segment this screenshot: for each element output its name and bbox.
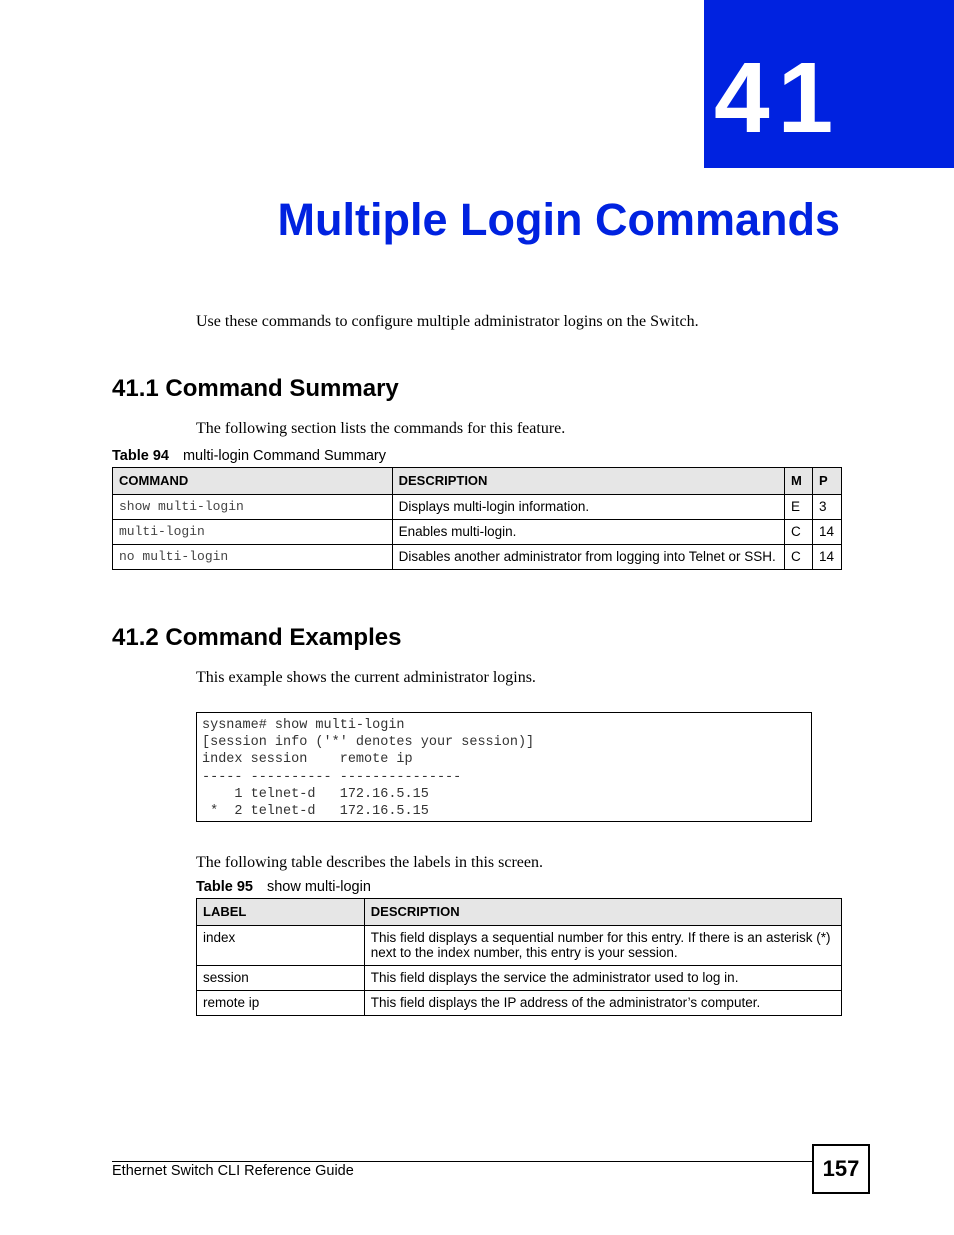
- command-cell: show multi-login: [113, 495, 393, 520]
- privilege-cell: 14: [812, 520, 841, 545]
- column-header-m: M: [785, 468, 813, 495]
- table-95-caption: [196, 878, 371, 896]
- chapter-title: Multiple Login Commands: [277, 194, 840, 245]
- section-examples-text: This example shows the current administrator logins.: [196, 669, 536, 686]
- page-number: 157: [812, 1144, 870, 1194]
- command-cell: multi-login: [113, 520, 393, 545]
- table-94-title: multi-login Command Summary: [182, 448, 387, 464]
- privilege-cell: 3: [812, 495, 841, 520]
- table-95-intro: The following table describes the labels in this screen.: [196, 854, 544, 871]
- table-95-title: show multi-login: [266, 879, 371, 895]
- table-header-row: [197, 899, 842, 926]
- column-header-label: LABEL: [197, 899, 365, 926]
- description-cell: Displays multi-login information.: [392, 495, 784, 520]
- description-cell: This field displays the service the administrator used to log in.: [364, 966, 841, 991]
- table-header-row: [113, 468, 842, 495]
- command-cell: no multi-login: [113, 545, 393, 570]
- description-cell: This field displays the IP address of the administrator’s computer.: [364, 991, 841, 1016]
- section-summary-text: The following section lists the commands for this feature.: [196, 420, 566, 437]
- labels-table: [196, 898, 842, 1016]
- column-header-p: P: [812, 468, 841, 495]
- table-row: [113, 495, 842, 520]
- description-cell: Enables multi-login.: [392, 520, 784, 545]
- label-cell: remote ip: [197, 991, 365, 1016]
- footer-guide-title: Ethernet Switch CLI Reference Guide: [112, 1163, 354, 1179]
- privilege-cell: 14: [812, 545, 841, 570]
- chapter-number: 41: [714, 42, 842, 154]
- mode-cell: E: [785, 495, 813, 520]
- label-cell: index: [197, 926, 365, 966]
- code-example-box: [196, 712, 812, 822]
- table-row: [197, 966, 842, 991]
- command-summary-table: [112, 467, 842, 570]
- code-example: sysname# show multi-login [session info ('*' denotes your session)] index session remote ip ----- ---------- --------------- 1 telnet-d 172.16.5.15 * 2 telnet-d 172.16.5.15: [202, 718, 535, 820]
- section-heading-examples: 41.2 Command Examples: [112, 624, 402, 651]
- table-row: [197, 926, 842, 966]
- column-header-command: COMMAND: [113, 468, 393, 495]
- table-94-label: Table 94: [112, 448, 169, 464]
- description-cell: This field displays a sequential number for this entry. If there is an asterisk (*) next to the index number, this entry is your session.: [364, 926, 841, 966]
- section-heading-summary: 41.1 Command Summary: [112, 375, 399, 402]
- table-row: [197, 991, 842, 1016]
- chapter-number-box: [704, 0, 954, 168]
- column-header-description: DESCRIPTION: [364, 899, 841, 926]
- intro-paragraph: Use these commands to configure multiple administrator logins on the Switch.: [196, 313, 699, 330]
- column-header-description: DESCRIPTION: [392, 468, 784, 495]
- label-cell: session: [197, 966, 365, 991]
- table-95-label: Table 95: [196, 879, 253, 895]
- table-row: [113, 545, 842, 570]
- description-cell: Disables another administrator from logging into Telnet or SSH.: [392, 545, 784, 570]
- table-94-caption: [112, 447, 386, 465]
- mode-cell: C: [785, 545, 813, 570]
- table-row: [113, 520, 842, 545]
- mode-cell: C: [785, 520, 813, 545]
